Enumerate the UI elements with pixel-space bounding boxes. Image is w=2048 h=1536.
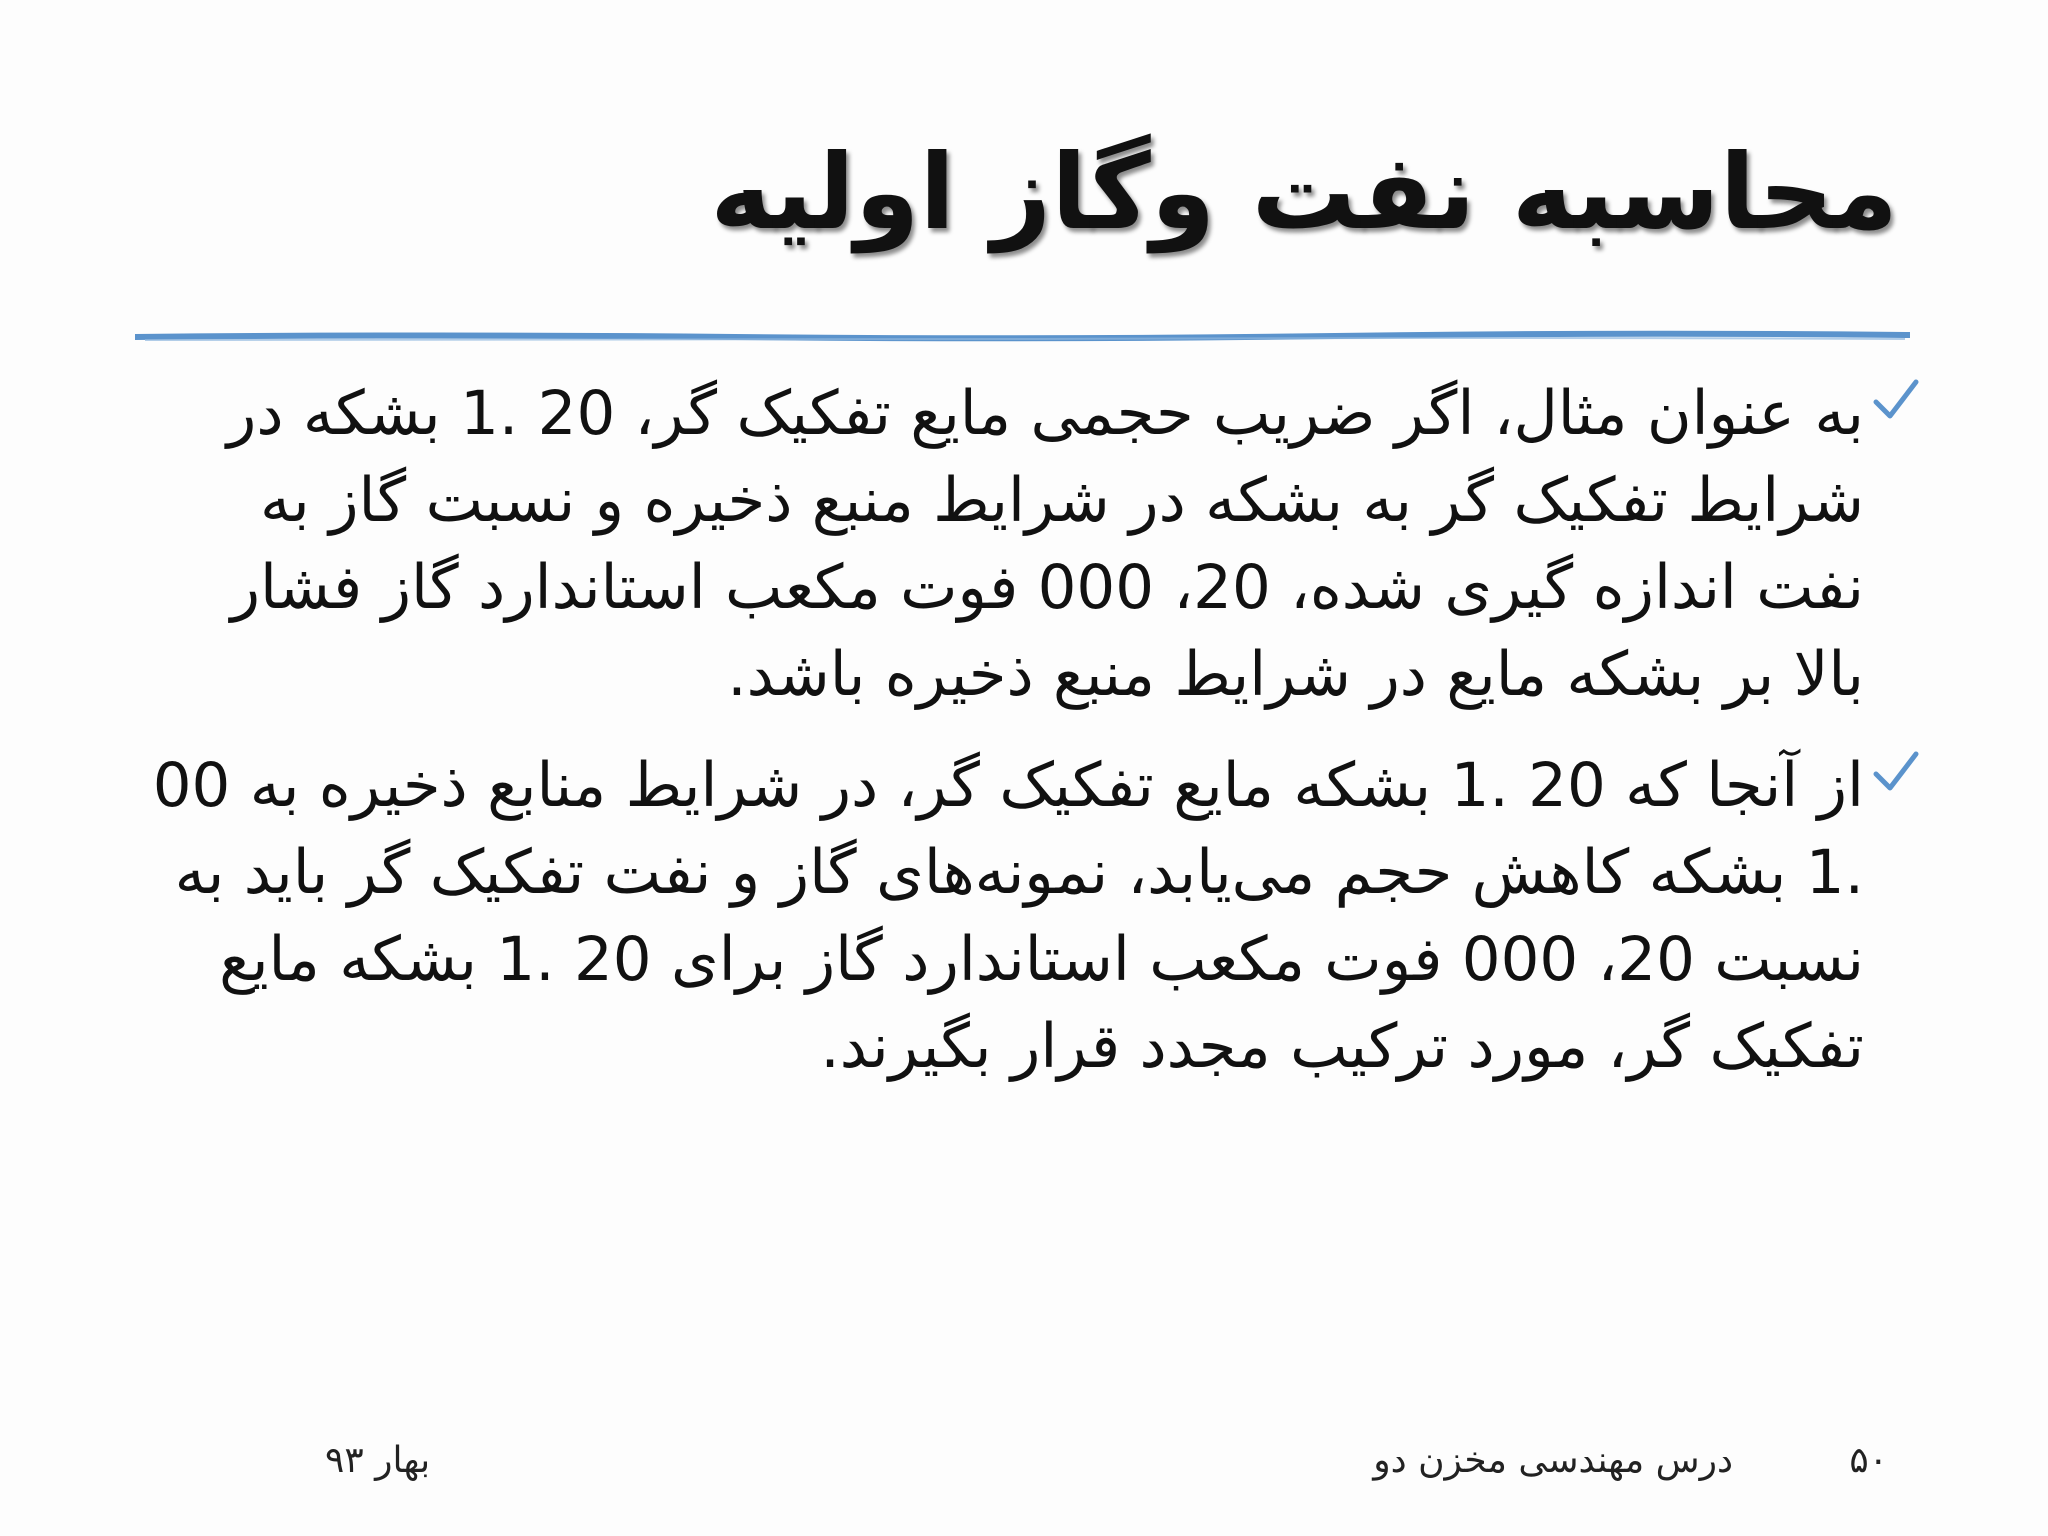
footer-term: بهار ۹۳ [325, 1440, 431, 1481]
footer-page-number: ۵۰ [1849, 1440, 1888, 1481]
footer-course-name: درس مهندسی مخزن دو [1373, 1440, 1733, 1481]
bullet-text: از آنجا که 20 .1 بشکه مایع تفکیک گر، در شرایط منابع ذخیره به 00 .1 بشکه کاهش حجم می‌یابد، نمونه‌های گاز و نفت تفکیک گر باید به نسبت 20، 000 فوت مکعب استاندارد گاز برای 20 .1 بشکه مایع تفکیک گر، مورد ترکیب مجدد قرار بگیرند. [152, 750, 1864, 1082]
checkmark-icon [1872, 376, 1920, 424]
title-divider [135, 330, 1910, 344]
bullet-item-2 [150, 742, 1920, 1090]
content-area [150, 370, 1920, 1114]
bullet-item-1 [150, 370, 1920, 718]
bullet-text: به عنوان مثال، اگر ضریب حجمی مایع تفکیک گر، 20 .1 بشکه در شرایط تفکیک گر به بشکه در شرایط منبع ذخیره و نسبت گاز به نفت اندازه گیری شده، 20، 000 فوت مکعب استاندارد گاز فشار بالا بر بشکه مایع در شرایط منبع ذخیره باشد. [226, 378, 1864, 710]
checkmark-icon [1872, 748, 1920, 796]
slide-title: محاسبه نفت وگاز اولیه [710, 131, 1898, 253]
